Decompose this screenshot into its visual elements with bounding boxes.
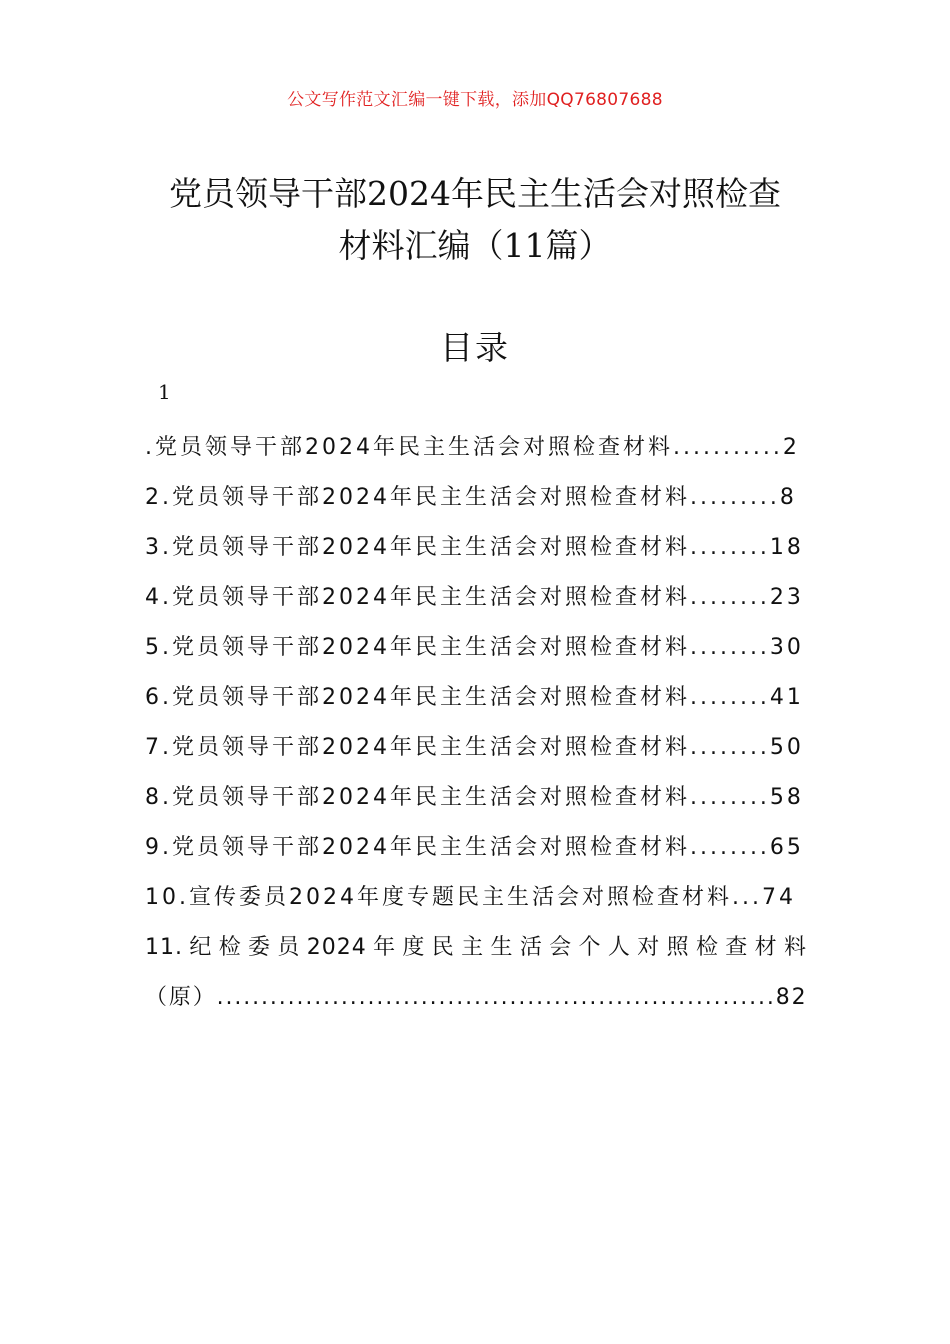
toc-entry-8[interactable] <box>145 773 807 823</box>
toc-entry-text: 5.党员领导干部2024年民主生活会对照检查材料........30 <box>145 635 804 660</box>
document-title <box>120 168 830 272</box>
toc-entry-text: 9.党员领导干部2024年民主生活会对照检查材料........65 <box>145 835 804 860</box>
toc-entry-4[interactable] <box>145 573 807 623</box>
toc-entry-text: 3.党员领导干部2024年民主生活会对照检查材料........18 <box>145 535 804 560</box>
table-of-contents <box>145 423 807 1023</box>
stray-number: 1 <box>158 380 171 404</box>
toc-entry-text: .党员领导干部2024年民主生活会对照检查材料...........2 <box>145 435 800 460</box>
toc-entry-text: （原）...............................................................82 <box>145 985 808 1010</box>
toc-entry-text: 4.党员领导干部2024年民主生活会对照检查材料........23 <box>145 585 804 610</box>
toc-entry-9[interactable] <box>145 823 807 873</box>
toc-entry-11-continued[interactable] <box>145 973 807 1023</box>
toc-entry-text: 11.纪检委员2024年度民主生活会个人对照检查材料 <box>145 935 807 960</box>
toc-entry-text: 2.党员领导干部2024年民主生活会对照检查材料.........8 <box>145 485 797 510</box>
toc-entry-5[interactable] <box>145 623 807 673</box>
title-line-2: 材料汇编（11篇） <box>338 226 612 265</box>
toc-entry-2[interactable] <box>145 473 807 523</box>
toc-entry-3[interactable] <box>145 523 807 573</box>
toc-entry-text: 7.党员领导干部2024年民主生活会对照检查材料........50 <box>145 735 804 760</box>
toc-entry-1[interactable] <box>145 423 807 473</box>
toc-entry-7[interactable] <box>145 723 807 773</box>
toc-entry-6[interactable] <box>145 673 807 723</box>
toc-entry-11[interactable] <box>145 923 807 973</box>
toc-entry-text: 6.党员领导干部2024年民主生活会对照检查材料........41 <box>145 685 804 710</box>
title-line-1: 党员领导干部2024年民主生活会对照检查 <box>169 174 781 213</box>
toc-heading: 目录 <box>440 328 510 367</box>
toc-entry-text: 8.党员领导干部2024年民主生活会对照检查材料........58 <box>145 785 804 810</box>
promo-banner: 公文写作范文汇编一键下载，添加QQ76807688 <box>287 90 663 110</box>
toc-entry-text: 10.宣传委员2024年度专题民主生活会对照检查材料...74 <box>145 885 796 910</box>
toc-entry-10[interactable] <box>145 873 807 923</box>
